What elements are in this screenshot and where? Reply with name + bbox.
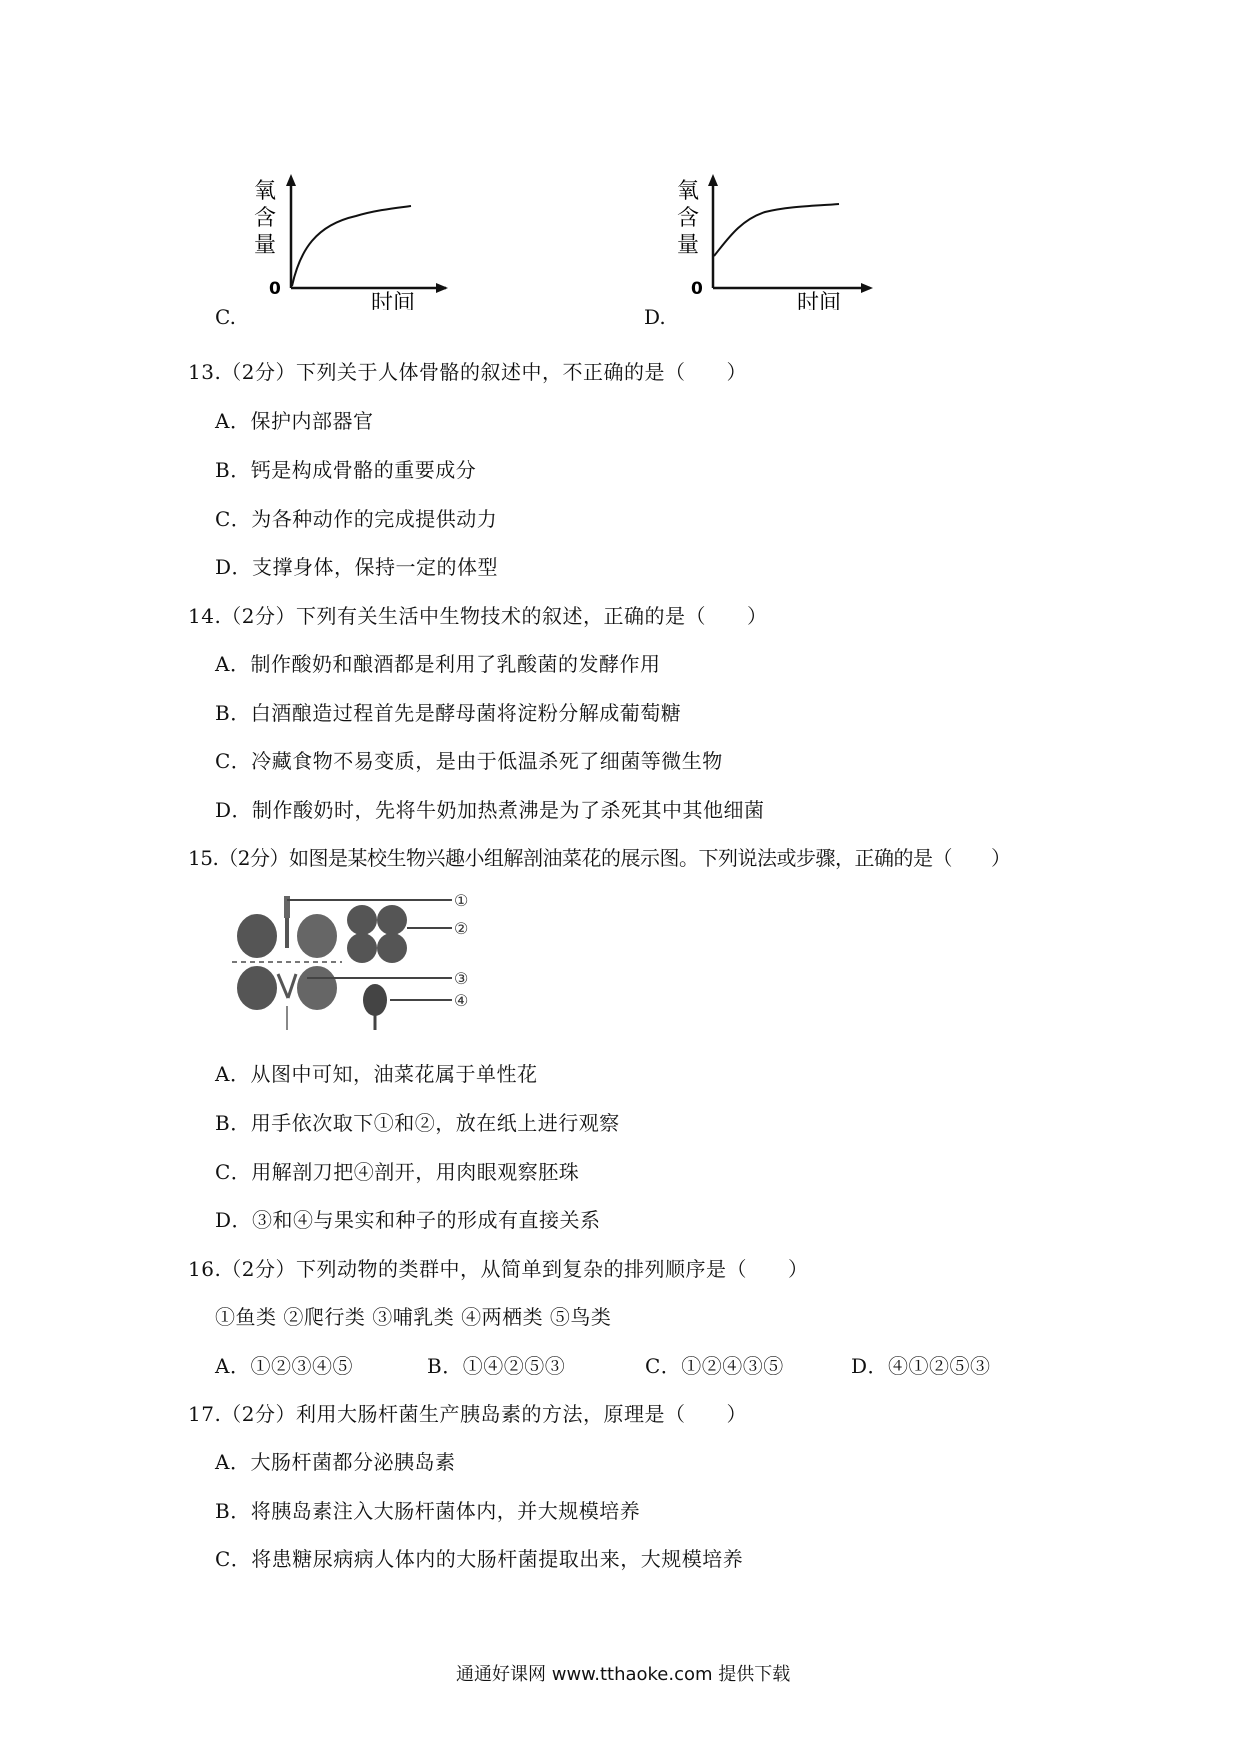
q14-option-b: B．白酒酿造过程首先是酵母菌将淀粉分解成葡萄糖 xyxy=(215,701,682,725)
q16-option-a: A．①②③④⑤ xyxy=(215,1354,353,1378)
q13-stem: 13.（2分）下列关于人体骨骼的叙述中，不正确的是（ ） xyxy=(188,360,748,384)
q13-option-c: C．为各种动作的完成提供动力 xyxy=(215,507,498,531)
q13-option-b: B．钙是构成骨骼的重要成分 xyxy=(215,458,477,482)
page-footer: 通通好课网 www.tthaoke.com 提供下载 xyxy=(456,1664,791,1685)
q16-stem: 16.（2分）下列动物的类群中，从简单到复杂的排列顺序是（ ） xyxy=(188,1257,809,1281)
q16-option-b: B．①④②⑤③ xyxy=(427,1354,566,1378)
q17-option-a: A．大肠杆菌都分泌胰岛素 xyxy=(215,1450,456,1474)
q15-option-c: C．用解剖刀把④剖开，用肉眼观察胚珠 xyxy=(215,1160,580,1184)
figure-label-1: ① xyxy=(454,891,469,910)
q13-option-a: A．保护内部器官 xyxy=(215,409,374,433)
q17-option-b: B．将胰岛素注入大肠杆菌体内，并大规模培养 xyxy=(215,1499,641,1523)
graph-d-ylabel-1: 氧 xyxy=(677,179,700,204)
figure-label-2: ② xyxy=(454,919,469,938)
q17-stem: 17.（2分）利用大肠杆菌生产胰岛素的方法，原理是（ ） xyxy=(188,1402,748,1426)
graph-c-ylabel-1: 氧 xyxy=(254,179,277,204)
oxygen-graph-d xyxy=(665,170,885,310)
graph-d-ylabel-3: 量 xyxy=(677,233,700,258)
q14-option-a: A．制作酸奶和酿酒都是利用了乳酸菌的发酵作用 xyxy=(215,652,661,676)
graph-d-option-label: D. xyxy=(644,305,666,329)
oxygen-graph-c xyxy=(236,170,456,310)
graph-c-ylabel-3: 量 xyxy=(254,233,277,258)
q13-option-d: D．支撑身体，保持一定的体型 xyxy=(215,555,499,579)
graph-d-xlabel: 时间 xyxy=(797,291,842,310)
graph-d-ylabel-2: 含 xyxy=(677,206,700,231)
q15-option-d: D．③和④与果实和种子的形成有直接关系 xyxy=(215,1208,601,1232)
graph-c-xlabel: 时间 xyxy=(371,291,416,310)
graph-c-ylabel-2: 含 xyxy=(254,206,277,231)
q14-option-d: D．制作酸奶时，先将牛奶加热煮沸是为了杀死其中其他细菌 xyxy=(215,798,765,822)
graph-c-origin: 0 xyxy=(269,279,281,299)
graph-d-origin: 0 xyxy=(691,279,703,299)
figure-label-4: ④ xyxy=(454,991,469,1010)
q14-stem: 14.（2分）下列有关生活中生物技术的叙述，正确的是（ ） xyxy=(188,604,768,628)
q15-option-a: A．从图中可知，油菜花属于单性花 xyxy=(215,1062,538,1086)
q16-option-c: C．①②④③⑤ xyxy=(645,1354,784,1378)
q15-stem: 15.（2分）如图是某校生物兴趣小组解剖油菜花的展示图。下列说法或步骤，正确的是（ ） xyxy=(188,846,1011,870)
q17-option-c: C．将患糖尿病病人体内的大肠杆菌提取出来，大规模培养 xyxy=(215,1547,744,1571)
graph-c-option-label: C. xyxy=(215,305,236,329)
q15-option-b: B．用手依次取下①和②，放在纸上进行观察 xyxy=(215,1111,620,1135)
q14-option-c: C．冷藏食物不易变质，是由于低温杀死了细菌等微生物 xyxy=(215,749,723,773)
figure-label-3: ③ xyxy=(454,969,469,988)
q16-items: ①鱼类 ②爬行类 ③哺乳类 ④两栖类 ⑤鸟类 xyxy=(215,1305,612,1329)
rapeseed-flower-dissection-figure xyxy=(232,888,492,1036)
q16-option-d: D．④①②⑤③ xyxy=(851,1354,991,1378)
